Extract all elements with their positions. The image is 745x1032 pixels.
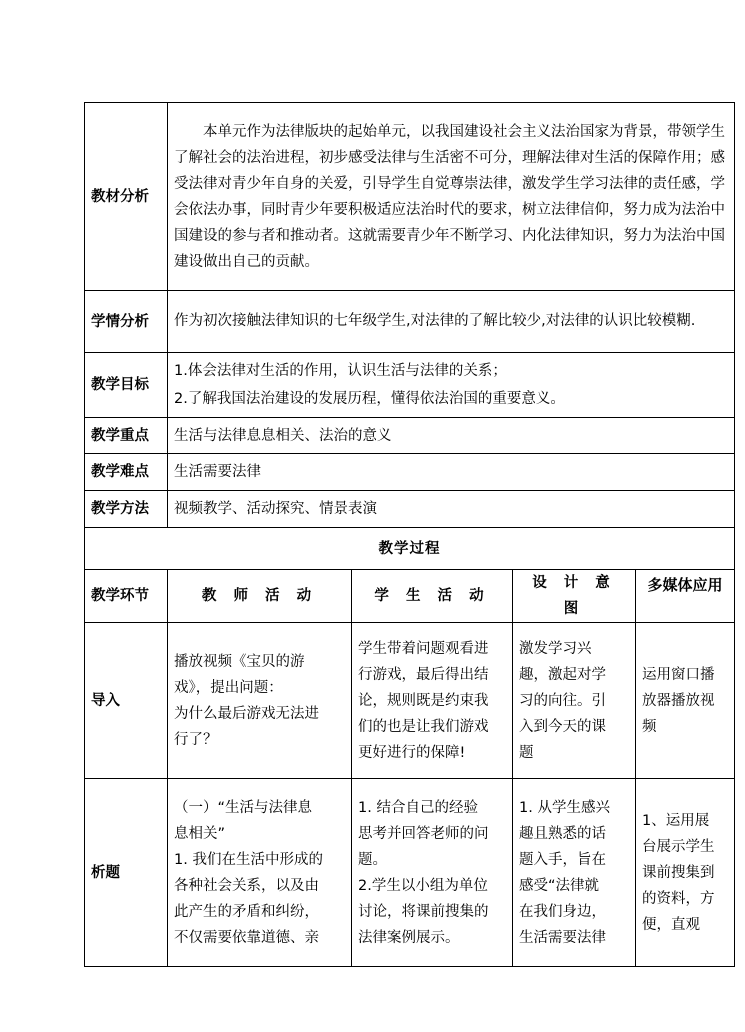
intro-student-activity bbox=[352, 623, 513, 779]
analysis-student-activity bbox=[352, 779, 513, 967]
teaching-method-text: 视频教学、活动探究、情景表演 bbox=[168, 491, 735, 528]
process-title: 教学过程 bbox=[85, 528, 735, 570]
text-line: 便，直观 bbox=[642, 916, 700, 933]
row-process-title bbox=[85, 528, 735, 570]
row-material-analysis bbox=[85, 103, 735, 291]
text-line: 各种社会关系，以及由 bbox=[174, 877, 319, 894]
label-teaching-goals: 教学目标 bbox=[85, 353, 168, 418]
text-line: 课前搜集到 bbox=[642, 864, 715, 881]
text-line: 更好进行的保障! bbox=[358, 744, 466, 761]
text-line: 趣且熟悉的话 bbox=[519, 825, 606, 842]
lesson-plan-table bbox=[84, 102, 735, 967]
goal-item: 2.了解我国法治建设的发展历程，懂得依法治国的重要意义。 bbox=[174, 391, 565, 407]
label-teaching-difficulty: 教学难点 bbox=[85, 454, 168, 491]
row-teaching-focus bbox=[85, 418, 735, 454]
text-line: 激发学习兴 bbox=[519, 640, 592, 657]
row-process-headers bbox=[85, 570, 735, 623]
label-material-analysis: 教材分析 bbox=[85, 103, 168, 291]
text-line: 行了？ bbox=[174, 731, 218, 748]
text-line: 1、运用展 bbox=[642, 812, 710, 829]
text-line: 题入手，旨在 bbox=[519, 851, 606, 868]
teaching-difficulty-text: 生活需要法律 bbox=[168, 454, 735, 491]
text-line: 入到今天的课 bbox=[519, 718, 606, 735]
teaching-focus-text: 生活与法律息息相关、法治的意义 bbox=[168, 418, 735, 454]
label-teaching-method: 教学方法 bbox=[85, 491, 168, 528]
text-line: 行游戏，最后得出结 bbox=[358, 666, 489, 683]
analysis-design-intent bbox=[513, 779, 636, 967]
header-teacher-activity: 教 师 活 动 bbox=[168, 570, 352, 623]
text-line: 题 bbox=[519, 744, 534, 761]
row-teaching-goals bbox=[85, 353, 735, 418]
material-analysis-text: 本单元作为法律版块的起始单元，以我国建设社会主义法治国家为背景，带领学生了解社会的法治进程，初步感受法律与生活密不可分，理解法律对生活的保障作用；感受法律对青少年自身的关爱，引导学生自觉尊崇法律，激发学生学习法律的责任感，学会依法办事，同时青少年要积极适应法治时代的要求，树立法律信仰，努力成为法治中国建设的参与者和推动者。这就需要青少年不断学习、内化法律知识，努力为法治中国建设做出自己的贡献。 bbox=[168, 103, 735, 291]
stage-intro: 导入 bbox=[85, 623, 168, 779]
text-line: 戏》，提出问题： bbox=[174, 679, 283, 696]
text-line: 题。 bbox=[358, 851, 387, 868]
teaching-goals-cell bbox=[168, 353, 735, 418]
text-line: 2.学生以小组为单位 bbox=[358, 877, 488, 894]
text-line: 播放视频《宝贝的游 bbox=[174, 653, 305, 670]
text-line: 生活需要法律 bbox=[519, 929, 606, 946]
text-line: 1. 结合自己的经验 bbox=[358, 799, 478, 816]
text-line: 论，规则既是约束我 bbox=[358, 692, 489, 709]
header-design-intent: 设 计 意 图 bbox=[513, 570, 636, 623]
text-line: 为什么最后游戏无法进 bbox=[174, 705, 319, 722]
text-line: 们的也是让我们游戏 bbox=[358, 718, 489, 735]
text-line: 感受“法律就 bbox=[519, 877, 600, 894]
goal-item: 1.体会法律对生活的作用，认识生活与法律的关系； bbox=[174, 363, 507, 379]
row-intro bbox=[85, 623, 735, 779]
analysis-media-use bbox=[636, 779, 735, 967]
label-teaching-focus: 教学重点 bbox=[85, 418, 168, 454]
row-teaching-method bbox=[85, 491, 735, 528]
text-line: 讨论，将课前搜集的 bbox=[358, 903, 489, 920]
text-line: 学生带着问题观看进 bbox=[358, 640, 489, 657]
text-line: 息相关” bbox=[174, 825, 226, 842]
text-line: 运用窗口播 bbox=[642, 666, 715, 683]
learner-analysis-text: 作为初次接触法律知识的七年级学生,对法律的了解比较少,对法律的认识比较模糊. bbox=[168, 291, 735, 353]
row-learner-analysis bbox=[85, 291, 735, 353]
text-line: 1. 我们在生活中形成的 bbox=[174, 851, 323, 868]
text-line: 法律案例展示。 bbox=[358, 929, 460, 946]
intro-teacher-activity bbox=[168, 623, 352, 779]
text-line: 趣，激起对学 bbox=[519, 666, 606, 683]
header-stage: 教学环节 bbox=[85, 570, 168, 623]
text-line: 频 bbox=[642, 718, 657, 735]
text-line: 在我们身边， bbox=[519, 903, 606, 920]
text-line: （一）“生活与法律息 bbox=[174, 799, 313, 816]
stage-analysis: 析题 bbox=[85, 779, 168, 967]
text-line: 的资料，方 bbox=[642, 890, 715, 907]
text-line: 1. 从学生感兴 bbox=[519, 799, 610, 816]
text-line: 思考并回答老师的问 bbox=[358, 825, 489, 842]
text-line: 不仅需要依靠道德、亲 bbox=[174, 929, 319, 946]
header-student-activity: 学 生 活 动 bbox=[352, 570, 513, 623]
header-media-use: 多媒体应用 bbox=[636, 570, 735, 623]
row-analysis bbox=[85, 779, 735, 967]
text-line: 此产生的矛盾和纠纷， bbox=[174, 903, 319, 920]
intro-media-use bbox=[636, 623, 735, 779]
intro-design-intent bbox=[513, 623, 636, 779]
text-line: 习的向往。引 bbox=[519, 692, 606, 709]
label-learner-analysis: 学情分析 bbox=[85, 291, 168, 353]
row-teaching-difficulty bbox=[85, 454, 735, 491]
text-line: 台展示学生 bbox=[642, 838, 715, 855]
analysis-teacher-activity bbox=[168, 779, 352, 967]
text-line: 放器播放视 bbox=[642, 692, 715, 709]
